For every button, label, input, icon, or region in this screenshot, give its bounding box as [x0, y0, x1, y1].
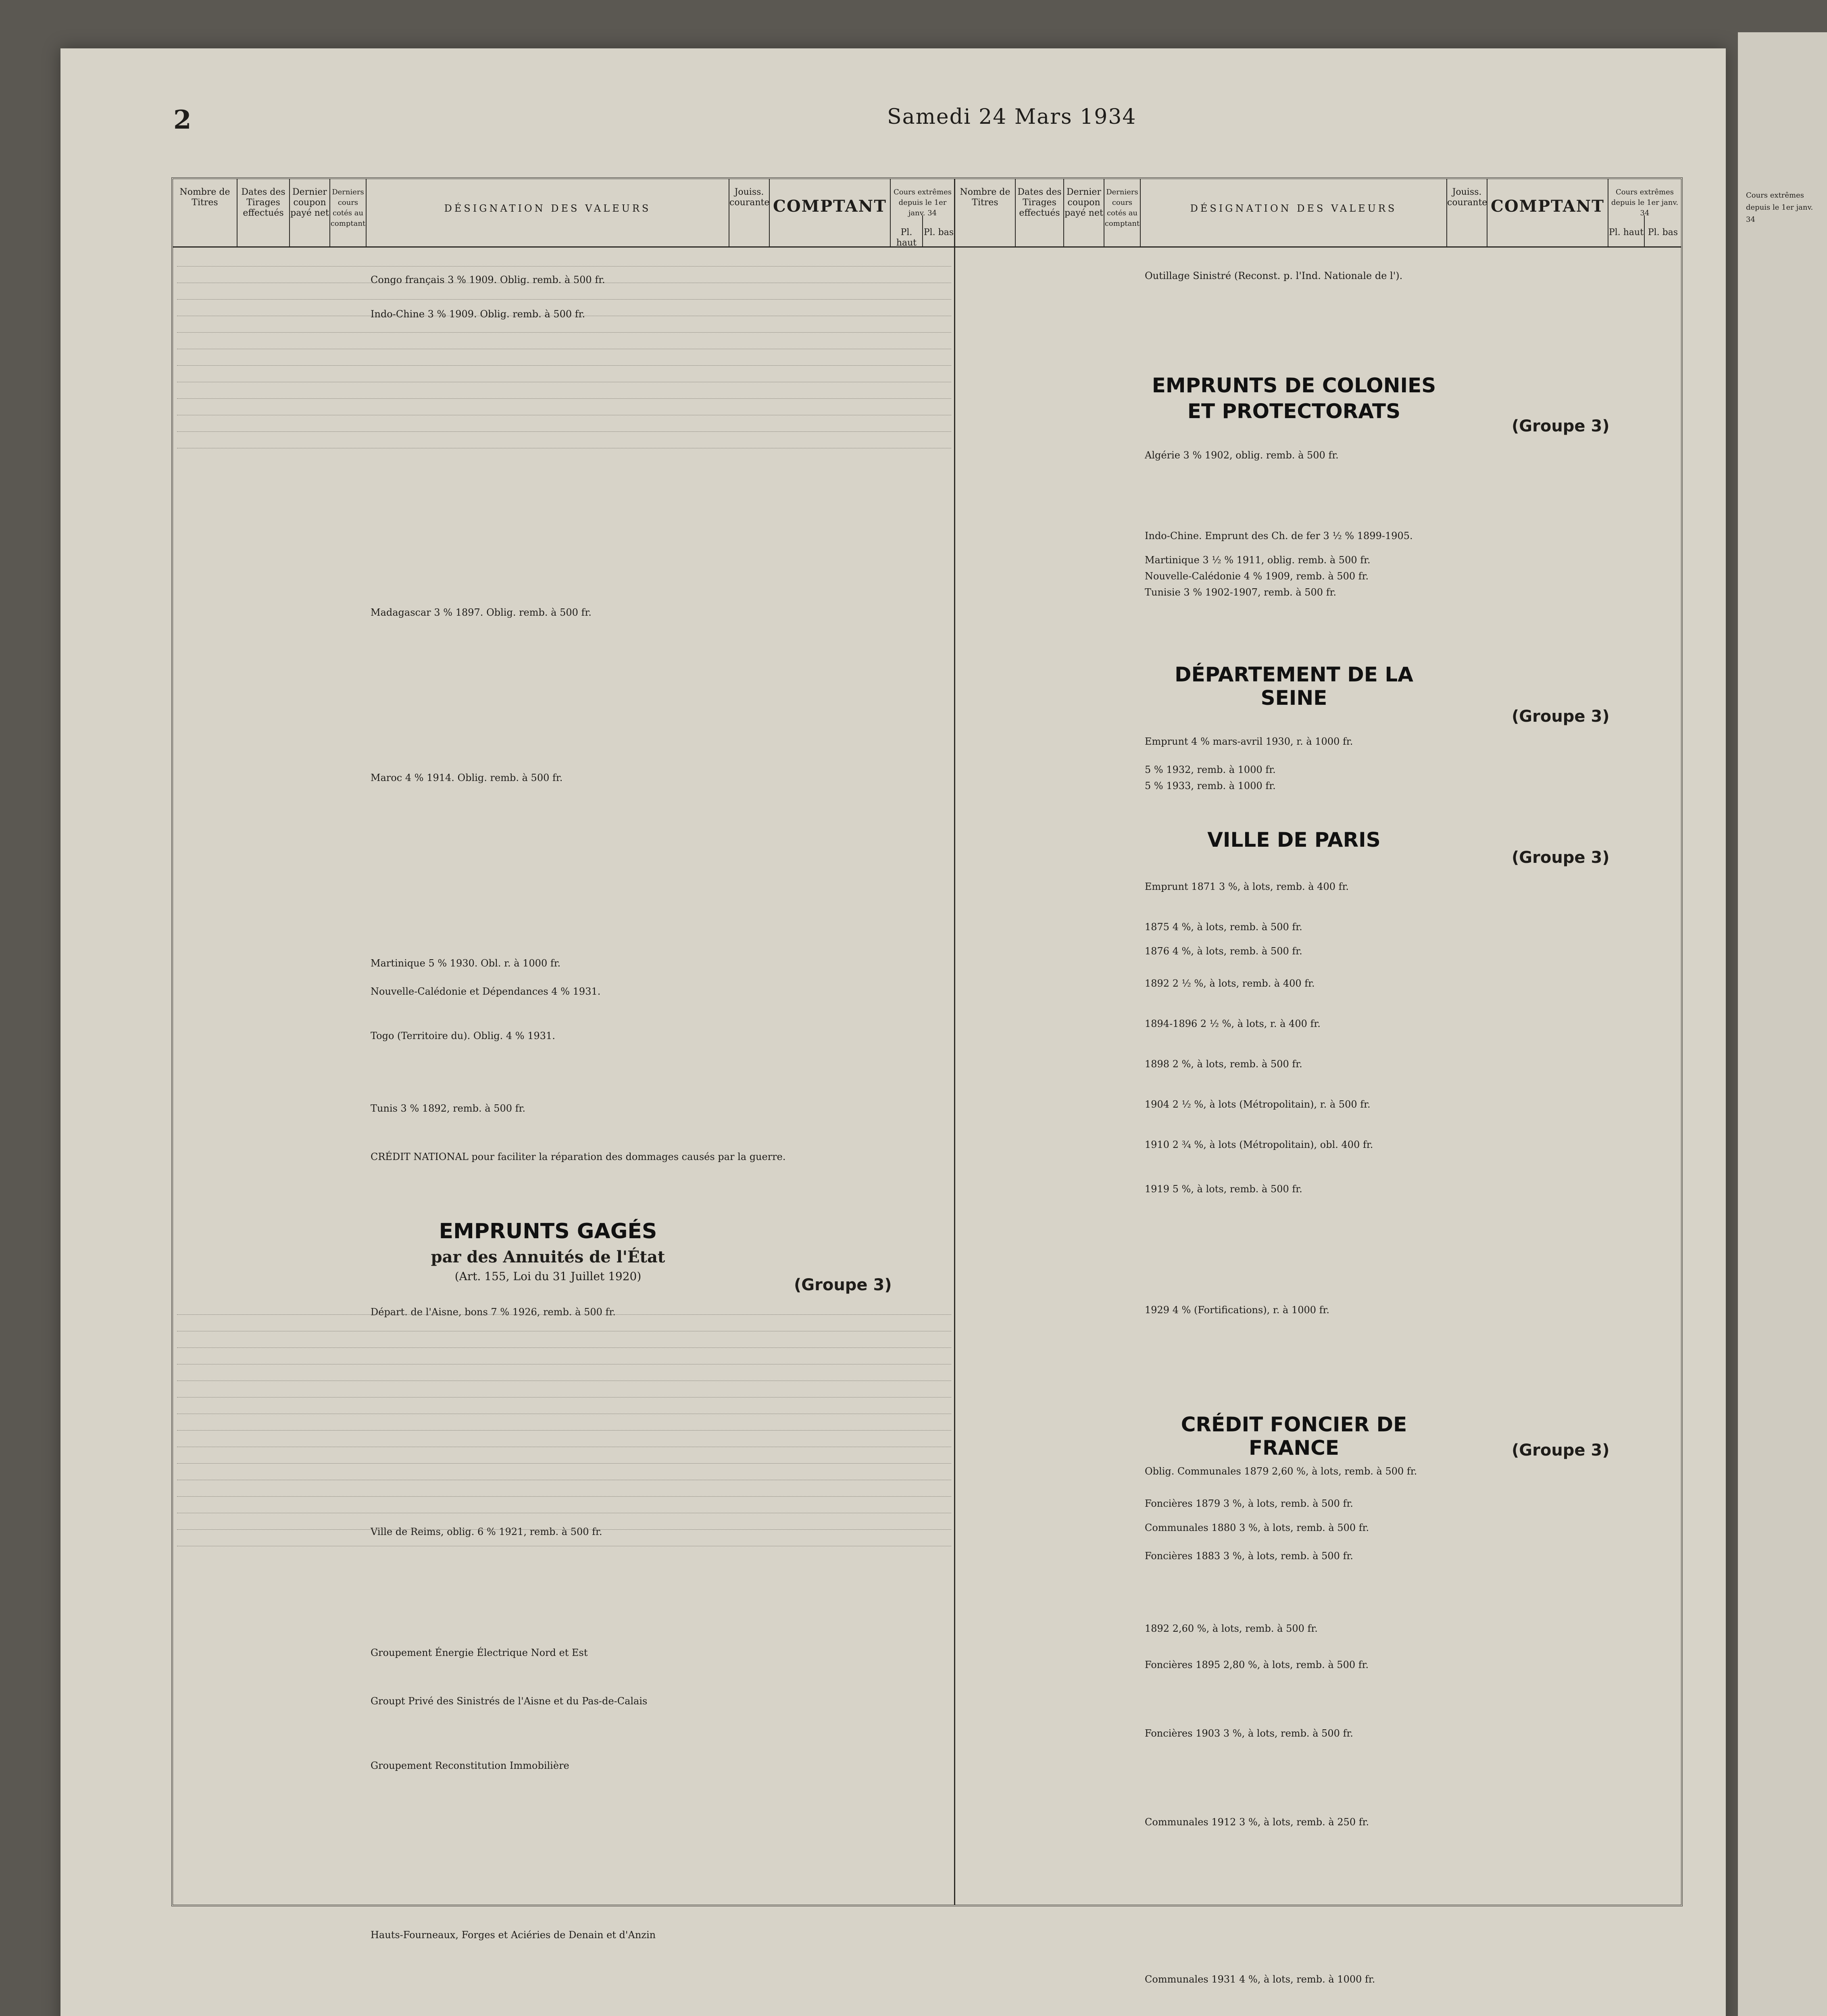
section-colonies-title: EMPRUNTS DE COLONIES ET PROTECTORATS: [1152, 374, 1436, 423]
entry-cf-foncieres-1895: Foncières 1895 2,80 %, à lots, remb. à 500 fr.: [1145, 1659, 1369, 1670]
header-pl-haut: Pl. haut: [1608, 215, 1645, 248]
entry-aisne: Départ. de l'Aisne, bons 7 % 1926, remb. à 500 fr.: [371, 1306, 616, 1318]
market-table: [171, 177, 1683, 1985]
entry-cf-communales-1912: Communales 1912 3 %, à lots, remb. à 250 fr.: [1145, 1816, 1369, 1828]
header-dernier-coupon: Dernier coupon payé net: [1064, 179, 1104, 248]
entry-reconstitution-immobiliere: Groupement Reconstitution Immobilière: [371, 1760, 569, 1771]
entry-maroc: Maroc 4 % 1914. Oblig. remb. à 500 fr.: [371, 772, 563, 783]
header-pl-bas: Pl. bas: [1648, 227, 1678, 237]
header-cours-extremes: Cours extrêmes depuis le 1er janv. 34: [1611, 188, 1679, 217]
entry-indochine-chemins-de-fer: Indo-Chine. Emprunt des Ch. de fer 3 ½ % 1899-1905.: [1145, 530, 1413, 541]
entry-seine-1933: 5 % 1933, remb. à 1000 fr.: [1145, 780, 1276, 791]
header-comptant: COMPTANT: [1487, 179, 1608, 248]
header-comptant: COMPTANT: [770, 179, 891, 248]
page-header: [169, 97, 1726, 145]
entry-energie-electrique: Groupement Énergie Électrique Nord et Est: [371, 1647, 588, 1658]
groupe-label-paris: (Groupe 3): [1512, 848, 1610, 867]
entry-cf-communales-1931: Communales 1931 4 %, à lots, remb. à 1000 fr.: [1145, 1974, 1375, 1985]
page-number: 2: [173, 105, 192, 135]
entry-seine-1932: 5 % 1932, remb. à 1000 fr.: [1145, 764, 1276, 775]
entry-martinique: Martinique 5 % 1930. Obl. r. à 1000 fr.: [371, 958, 561, 969]
entry-denain-anzin: Hauts-Fourneaux, Forges et Aciéries de Denain et d'Anzin: [371, 1929, 656, 1941]
entry-algerie: Algérie 3 % 1902, oblig. remb. à 500 fr.: [1145, 450, 1339, 461]
groupe-label-credit-foncier: (Groupe 3): [1512, 1441, 1610, 1460]
groupe-label-gages: (Groupe 3): [794, 1276, 892, 1294]
header-pl-haut: Pl. haut: [891, 215, 923, 248]
entry-paris-1894-1896: 1894-1896 2 ½ %, à lots, r. à 400 fr.: [1145, 1018, 1321, 1029]
header-derniers-cours: Derniers cours cotés au comptant: [330, 179, 367, 248]
header-nombre-titres: Nombre de Titres: [955, 179, 1016, 248]
page-date: Samedi 24 Mars 1934: [887, 105, 1137, 129]
entry-togo: Togo (Territoire du). Oblig. 4 % 1931.: [371, 1030, 555, 1041]
entry-paris-1898: 1898 2 %, à lots, remb. à 500 fr.: [1145, 1058, 1302, 1070]
entry-paris-1929: 1929 4 % (Fortifications), r. à 1000 fr.: [1145, 1304, 1329, 1316]
left-column-headers: [173, 179, 954, 248]
entry-congo: Congo français 3 % 1909. Oblig. remb. à 500 fr.: [371, 274, 605, 285]
section-seine-title: DÉPARTEMENT DE LA SEINE: [1175, 663, 1413, 710]
entry-martinique-1911: Martinique 3 ½ % 1911, oblig. remb. à 500 fr.: [1145, 554, 1371, 566]
header-pl-bas: Pl. bas: [923, 215, 955, 248]
header-jouissance: Jouiss. courante: [1447, 179, 1487, 248]
section-emprunts-gages-law: (Art. 155, Loi du 31 Juillet 1920): [454, 1270, 642, 1283]
section-emprunts-gages-title: EMPRUNTS GAGÉS: [439, 1219, 657, 1243]
entry-nouvelle-caledonie-1909: Nouvelle-Calédonie 4 % 1909, remb. à 500 fr.: [1145, 571, 1369, 582]
entry-credit-national: CRÉDIT NATIONAL pour faciliter la réparation des dommages causés par la guerre.: [371, 1151, 786, 1162]
entry-nouvelle-caledonie: Nouvelle-Calédonie et Dépendances 4 % 1931.: [371, 986, 601, 997]
left-table-block: [173, 179, 955, 1941]
entry-cf-communales-1879: Oblig. Communales 1879 2,60 %, à lots, remb. à 500 fr.: [1145, 1466, 1417, 1477]
entry-seine-1930: Emprunt 4 % mars-avril 1930, r. à 1000 fr.: [1145, 736, 1353, 747]
entry-cf-1892: 1892 2,60 %, à lots, remb. à 500 fr.: [1145, 1623, 1318, 1634]
right-table-block: [955, 179, 1681, 1985]
header-designation: DÉSIGNATION DES VALEURS: [367, 179, 729, 248]
entry-cf-foncieres-1883: Foncières 1883 3 %, à lots, remb. à 500 fr.: [1145, 1550, 1353, 1562]
groupe-label-colonies: (Groupe 3): [1512, 417, 1610, 435]
entry-tunisie: Tunisie 3 % 1902-1907, remb. à 500 fr.: [1145, 587, 1337, 598]
entry-indochine: Indo-Chine 3 % 1909. Oblig. remb. à 500 fr.: [371, 308, 585, 320]
entry-tunis: Tunis 3 % 1892, remb. à 500 fr.: [371, 1103, 525, 1114]
entry-paris-1875: 1875 4 %, à lots, remb. à 500 fr.: [1145, 921, 1302, 933]
entry-cf-communales-1880: Communales 1880 3 %, à lots, remb. à 500 fr.: [1145, 1522, 1369, 1533]
header-nombre-titres: Nombre de Titres: [173, 179, 237, 248]
entry-paris-1876: 1876 4 %, à lots, remb. à 500 fr.: [1145, 946, 1302, 957]
entry-paris-1919: 1919 5 %, à lots, remb. à 500 fr.: [1145, 1183, 1302, 1195]
section-credit-foncier-title: CRÉDIT FONCIER DE FRANCE: [1181, 1413, 1407, 1460]
entry-paris-1910: 1910 2 ¾ %, à lots (Métropolitain), obl. 400 fr.: [1145, 1139, 1373, 1150]
entry-cf-foncieres-1879: Foncières 1879 3 %, à lots, remb. à 500 fr.: [1145, 1498, 1353, 1509]
right-column-headers: [955, 179, 1681, 248]
header-dates-tirages: Dates des Tirages effectués: [237, 179, 290, 248]
groupe-label-seine: (Groupe 3): [1512, 707, 1610, 726]
header-jouissance: Jouiss. courante: [729, 179, 770, 248]
left-rows-lower: [177, 1304, 951, 1552]
header-dates-tirages: Dates des Tirages effectués: [1016, 179, 1064, 248]
entry-sinistres-aisne: Groupt Privé des Sinistrés de l'Aisne et du Pas-de-Calais: [371, 1695, 648, 1707]
header-designation: DÉSIGNATION DES VALEURS: [1141, 179, 1447, 248]
section-emprunts-gages-subtitle: par des Annuités de l'État: [431, 1248, 665, 1266]
header-dernier-coupon: Dernier coupon payé net: [290, 179, 330, 248]
entry-paris-1892: 1892 2 ½ %, à lots, remb. à 400 fr.: [1145, 978, 1315, 989]
section-paris-title: VILLE DE PARIS: [1207, 828, 1381, 852]
entry-paris-1871: Emprunt 1871 3 %, à lots, remb. à 400 fr.: [1145, 881, 1349, 892]
header-derniers-cours: Derniers cours cotés au comptant: [1104, 179, 1141, 248]
entry-madagascar: Madagascar 3 % 1897. Oblig. remb. à 500 fr.: [371, 607, 592, 618]
entry-reims: Ville de Reims, oblig. 6 % 1921, remb. à 500 fr.: [371, 1526, 602, 1537]
entry-outillage-sinistre: Outillage Sinistré (Reconst. p. l'Ind. Nationale de l').: [1145, 270, 1403, 281]
header-cours-extremes: Cours extrêmes depuis le 1er janv. 34: [891, 179, 955, 215]
entry-paris-1904: 1904 2 ½ %, à lots (Métropolitain), r. à 500 fr.: [1145, 1099, 1371, 1110]
adjacent-page-edge: [1738, 32, 1827, 2016]
right-margin-fragment: Cours extrêmes depuis le 1er janv. 34: [1746, 191, 1813, 224]
entry-cf-foncieres-1903: Foncières 1903 3 %, à lots, remb. à 500 fr.: [1145, 1728, 1353, 1739]
